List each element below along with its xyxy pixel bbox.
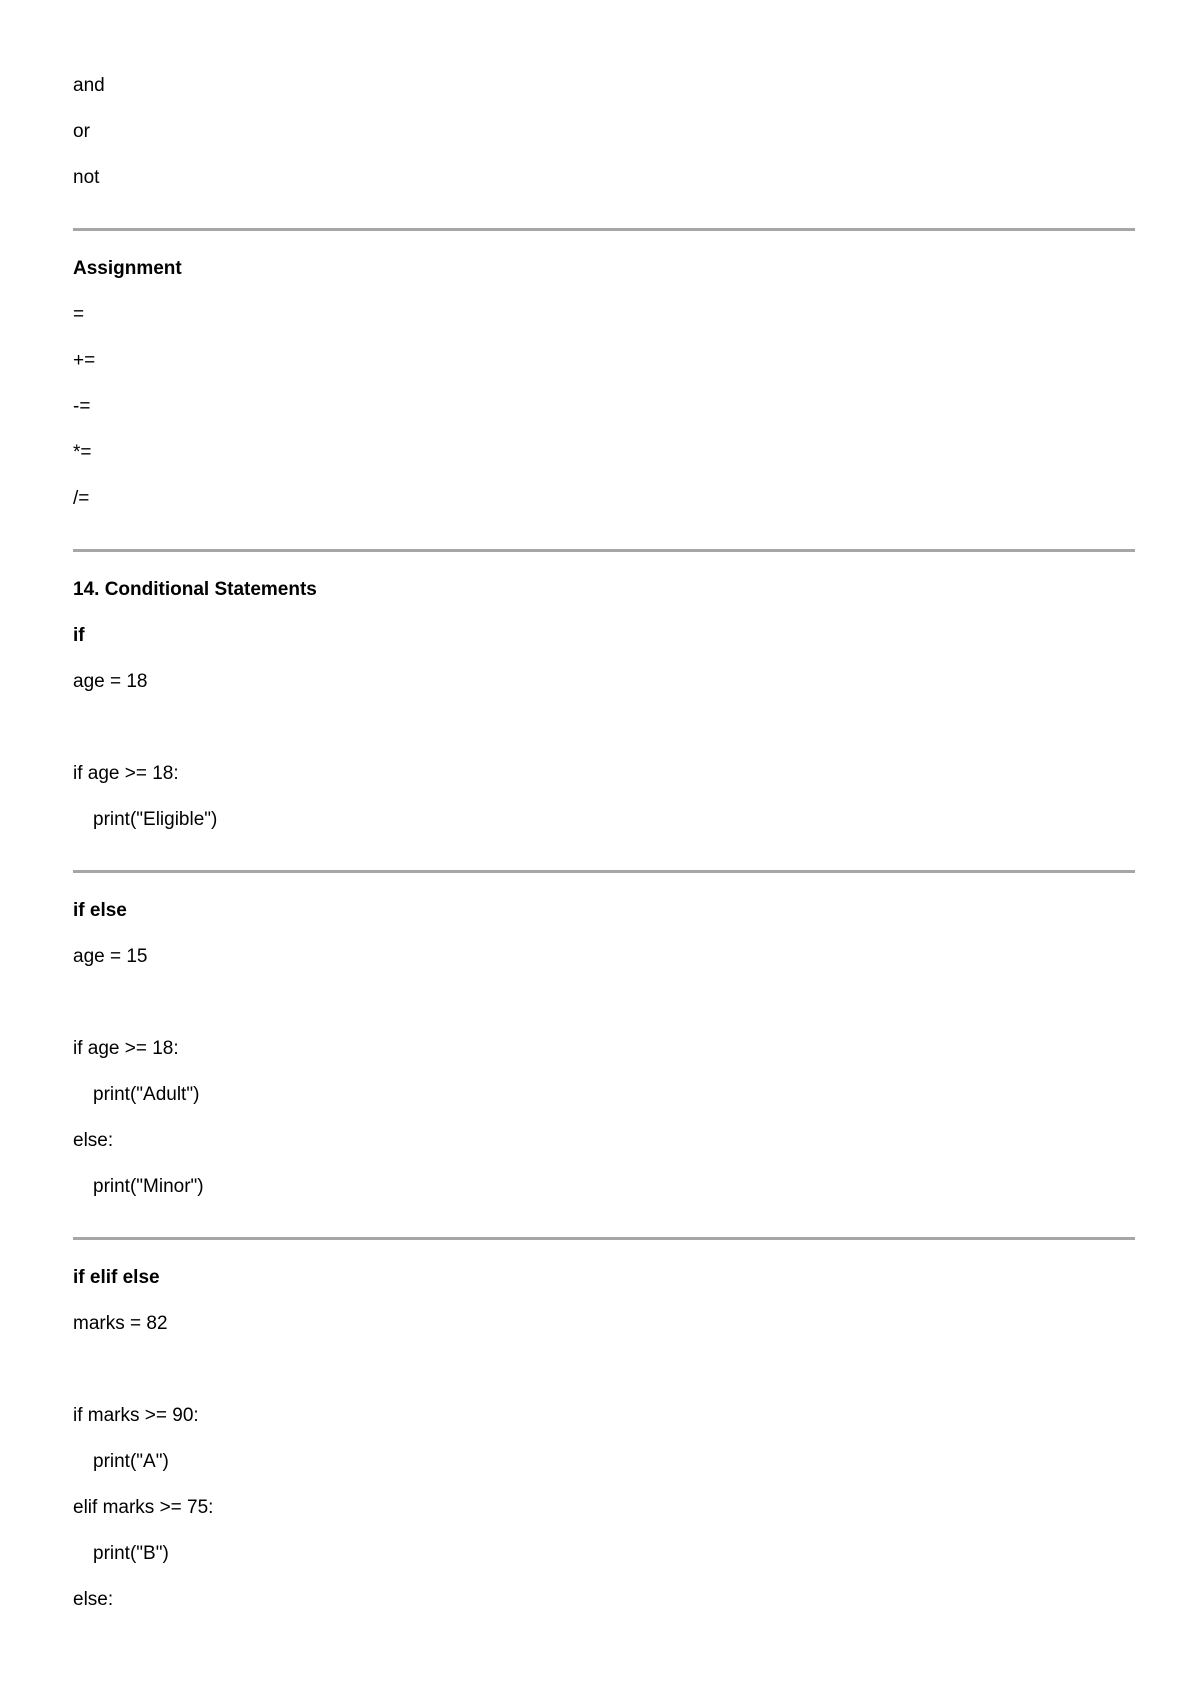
code-line: elif marks >= 75: xyxy=(73,1497,214,1518)
code-line: else: xyxy=(73,1130,114,1151)
section-divider xyxy=(73,870,1135,873)
if-elif-else-block-title: if elif else xyxy=(73,1267,160,1288)
assignment-op: -= xyxy=(73,396,91,417)
code-line: print("Adult") xyxy=(93,1084,200,1105)
section-divider xyxy=(73,549,1135,552)
code-line: age = 15 xyxy=(73,946,148,967)
code-line: print("A") xyxy=(93,1451,169,1472)
code-line: age = 18 xyxy=(73,671,148,692)
section-heading: 14. Conditional Statements xyxy=(73,579,317,600)
assignment-op: /= xyxy=(73,488,90,509)
logical-not: not xyxy=(73,167,100,188)
assignment-heading: Assignment xyxy=(73,258,182,279)
code-line: else: xyxy=(73,1589,114,1610)
code-line: if marks >= 90: xyxy=(73,1405,199,1426)
section-divider xyxy=(73,1237,1135,1240)
if-block-title: if xyxy=(73,625,85,646)
assignment-op: += xyxy=(73,350,96,371)
section-divider xyxy=(73,228,1135,231)
code-line: print("Minor") xyxy=(93,1176,204,1197)
assignment-op: *= xyxy=(73,442,92,463)
code-line: if age >= 18: xyxy=(73,1038,179,1059)
code-line: if age >= 18: xyxy=(73,763,179,784)
code-line: print("B") xyxy=(93,1543,169,1564)
if-else-block-title: if else xyxy=(73,900,127,921)
code-line: print("Eligible") xyxy=(93,809,218,830)
code-line: marks = 82 xyxy=(73,1313,168,1334)
assignment-op: = xyxy=(73,304,85,325)
logical-and: and xyxy=(73,75,105,96)
logical-or: or xyxy=(73,121,90,142)
